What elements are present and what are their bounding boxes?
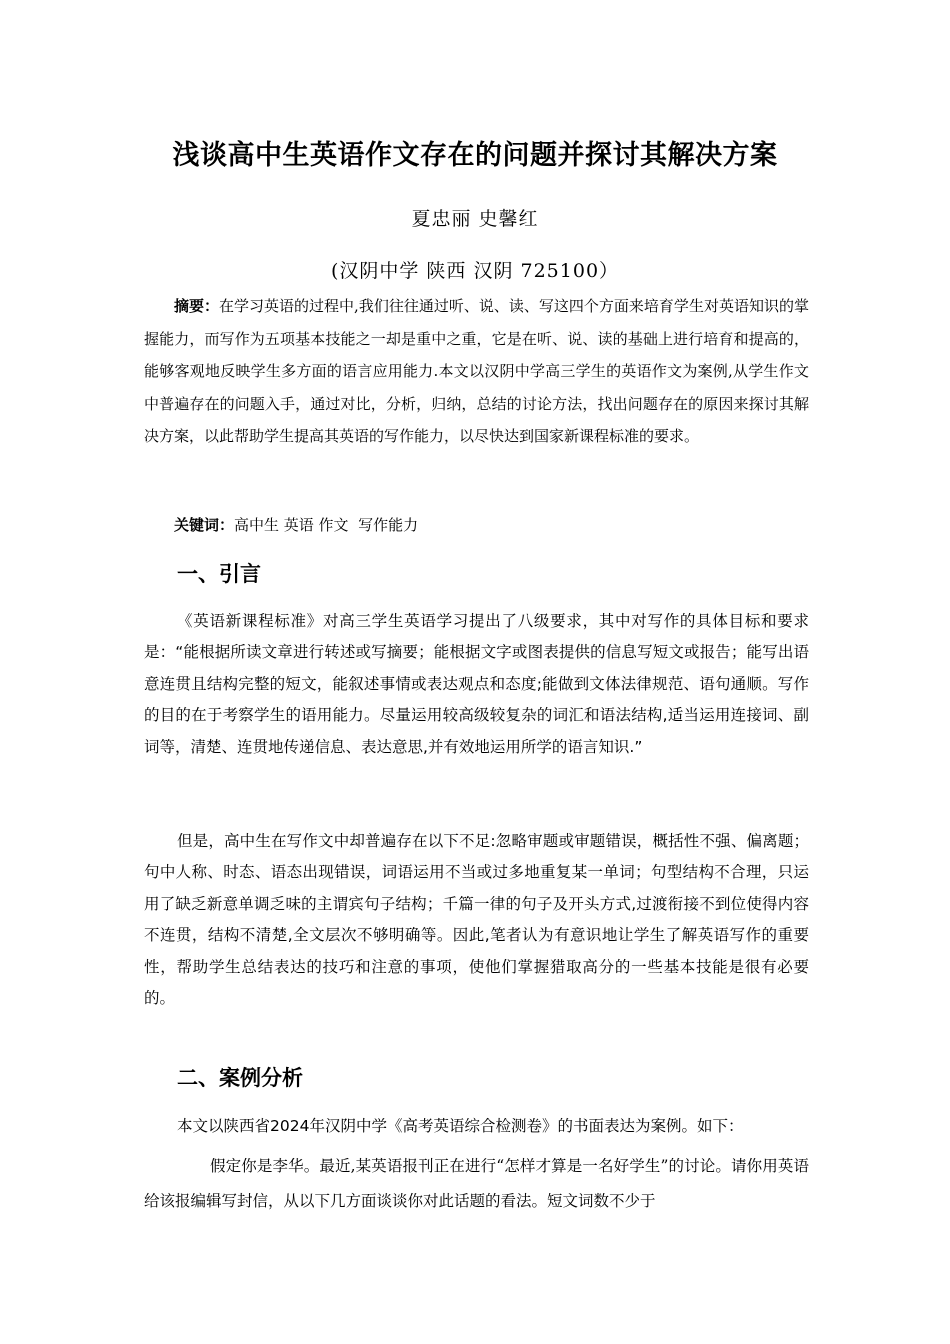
intro-paragraph-1: 《英语新课程标准》对高三学生英语学习提出了八级要求，其中对写作的具体目标和要求是：“能根据所读文章进行转述或写摘要；能根据文字或图表提供的信息写短文或报告；能写出语意连贯且结构完整的短文，能叙述事情或表达观点和态度;能做到文体法律规范、语句通顺。写作的目的在于考察学生的语用能力。尽量运用较高级较复杂的词汇和语法结构,适当运用连接词、副词等，清楚、连贯地传递信息、表达意思,并有效地运用所学的语言知识.”	[144, 612, 809, 756]
abstract-label: 摘要：	[174, 297, 220, 315]
section-heading-introduction: 一、引言	[177, 562, 261, 586]
authors: 夏忠丽 史馨红	[411, 208, 539, 230]
section-heading-case-analysis: 二、案例分析	[177, 1066, 303, 1090]
abstract-text: 在学习英语的过程中,我们往往通过听、说、读、写这四个方面来培育学生对英语知识的掌握能力，而写作为五项基本技能之一却是重中之重，它是在听、说、读的基础上进行培育和提高的，能够客观地反映学生多方面的语言应用能力.本文以汉阴中学高三学生的英语作文为案例,从学生作文中普遍存在的问题入手，通过对比，分析，归纳，总结的讨论方法，找出问题存在的原因来探讨其解决方案，以此帮助学生提高其英语的写作能力，以尽快达到国家新课程标准的要求。	[144, 297, 809, 446]
paper-title: 浅谈高中生英语作文存在的问题并探讨其解决方案	[172, 140, 778, 171]
case-intro-paragraph: 本文以陕西省2024年汉阴中学《高考英语综合检测卷》的书面表达为案例。如下：	[177, 1117, 744, 1135]
affiliation: (汉阴中学 陕西 汉阴 725100）	[330, 260, 620, 282]
keywords-label: 关键词：	[174, 516, 235, 534]
intro-paragraph-2: 但是，高中生在写作文中却普遍存在以下不足:忽略审题或审题错误，概括性不强、偏离题；句中人称、时态、语态出现错误，词语运用不当或过多地重复某一单词；句型结构不合理，只运用了缺乏新意单调乏味的主谓宾句子结构；千篇一律的句子及开头方式,过渡衔接不到位使得内容不连贯，结构不清楚,全文层次不够明确等。因此,笔者认为有意识地让学生了解英语写作的重要性，帮助学生总结表达的技巧和注意的事项，使他们掌握猎取高分的一些基本技能是很有必要的。	[144, 832, 809, 1008]
case-task-paragraph: 假定你是李华。最近,某英语报刊正在进行“怎样才算是一名好学生”的讨论。请你用英语给该报编辑写封信，从以下几方面谈谈你对此话题的看法。短文词数不少于	[144, 1157, 809, 1210]
abstract	[144, 290, 809, 453]
keywords	[144, 511, 809, 539]
keywords-text: 高中生 英语 作文 写作能力	[234, 516, 419, 534]
